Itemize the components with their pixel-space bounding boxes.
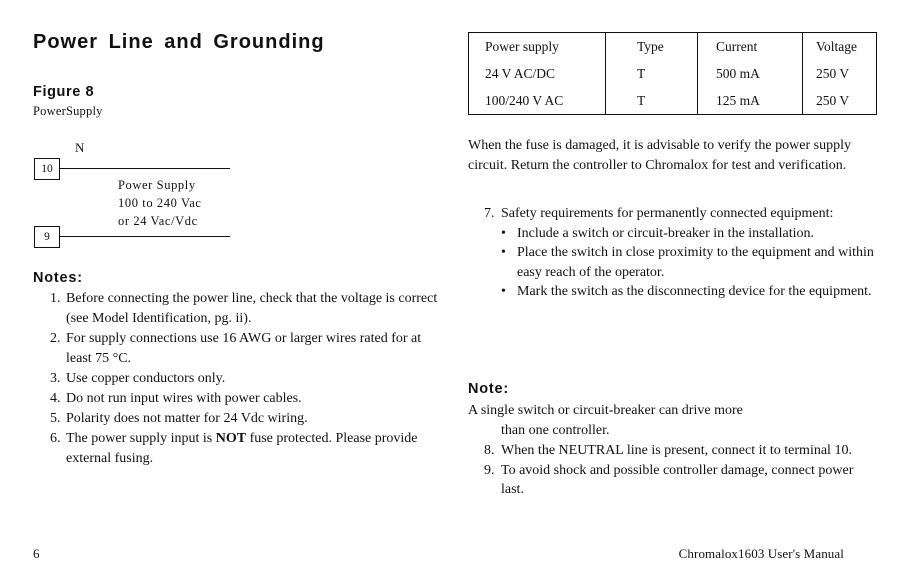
table-cell: 250 V bbox=[816, 65, 850, 81]
note-number: 5. bbox=[50, 411, 61, 426]
item-text: When the NEUTRAL line is present, connect it to terminal 10. bbox=[501, 443, 852, 458]
note-line-2: than one controller. bbox=[501, 422, 610, 438]
table-cell: 500 mA bbox=[698, 60, 803, 87]
item-text: Safety requirements for permanently connected equipment: bbox=[501, 206, 834, 221]
power-supply-label bbox=[118, 176, 202, 230]
note-item bbox=[50, 389, 440, 409]
supply-line-3: or 24 Vac/Vdc bbox=[118, 214, 198, 228]
note-line-1: A single switch or circuit-breaker can drive more bbox=[468, 403, 743, 418]
note-text: For supply connections use 16 AWG or larger wires rated for at least 75 °C. bbox=[66, 331, 422, 366]
note-number: 1. bbox=[50, 291, 61, 306]
table-header-cell: Power supply bbox=[469, 33, 606, 61]
note-text: Use copper conductors only. bbox=[66, 371, 226, 386]
note-item bbox=[50, 329, 440, 369]
notes-list bbox=[50, 289, 440, 469]
note-body bbox=[468, 401, 873, 440]
note-item bbox=[50, 369, 440, 389]
note-item bbox=[50, 289, 440, 329]
table-cell: 24 V AC/DC bbox=[469, 60, 606, 87]
table-header-cell: Type bbox=[606, 33, 698, 61]
table-header-row bbox=[469, 33, 877, 61]
page-title: Power Line and Grounding bbox=[33, 31, 325, 53]
item-number: 9. bbox=[484, 462, 495, 478]
note-number: 4. bbox=[50, 391, 61, 406]
bullet-text: Place the switch in close proximity to the equipment and within easy reach of the operator. bbox=[517, 245, 874, 280]
safety-item bbox=[484, 204, 874, 302]
item-number: 8. bbox=[484, 443, 495, 458]
terminal-9-box: 9 bbox=[34, 226, 60, 248]
bullet-text: Mark the switch as the disconnecting device for the equipment. bbox=[517, 284, 872, 299]
note-text bbox=[66, 429, 440, 469]
table-cell: T bbox=[606, 87, 698, 115]
item-number: 7. bbox=[484, 206, 495, 221]
note-heading: Note: bbox=[468, 381, 510, 397]
bullet-icon: • bbox=[501, 225, 506, 241]
table-row bbox=[469, 60, 877, 87]
note-number: 3. bbox=[50, 371, 61, 386]
list-item bbox=[484, 204, 874, 224]
supply-line-1: Power Supply bbox=[118, 178, 196, 192]
table-cell: T bbox=[606, 60, 698, 87]
note-text: Do not run input wires with power cables. bbox=[66, 391, 302, 406]
neutral-label: N bbox=[75, 140, 85, 155]
note-item bbox=[50, 429, 440, 469]
table-header-cell: Current bbox=[698, 33, 803, 61]
notes-heading: Notes: bbox=[33, 270, 83, 286]
bullet-text: Include a switch or circuit-breaker in the installation. bbox=[517, 225, 815, 241]
table-cell: 250 V bbox=[816, 92, 850, 108]
note-text-emphasis: NOT bbox=[215, 431, 247, 446]
manual-name: Chromalox1603 User's Manual bbox=[678, 546, 844, 561]
supply-line-2: 100 to 240 Vac bbox=[118, 196, 202, 210]
note-number: 2. bbox=[50, 331, 61, 346]
table-header-cell: Voltage bbox=[816, 38, 857, 54]
bullet-icon: • bbox=[501, 284, 506, 299]
note-text-start: The power supply input is bbox=[66, 431, 216, 446]
figure-caption: PowerSupply bbox=[33, 104, 103, 118]
terminal-10-box: 10 bbox=[34, 158, 60, 180]
note-text-end: fuse protected. Please provide external fusing. bbox=[66, 431, 418, 466]
fuse-paragraph: When the fuse is damaged, it is advisable to verify the power supply circuit. Return the controller to Chromalox for test and verification. bbox=[468, 138, 851, 173]
note-number: 6. bbox=[50, 431, 61, 446]
bullet-item bbox=[501, 224, 874, 244]
fuse-table bbox=[468, 32, 877, 115]
bottom-wire-line bbox=[60, 236, 230, 237]
table-cell: 125 mA bbox=[698, 87, 803, 115]
table-cell: 100/240 V AC bbox=[469, 87, 606, 115]
page-number: 6 bbox=[33, 546, 40, 561]
bullet-list bbox=[501, 224, 874, 302]
note-text: Polarity does not matter for 24 Vdc wiring. bbox=[66, 411, 308, 426]
list-item bbox=[484, 441, 874, 461]
list-item bbox=[484, 461, 874, 500]
figure-label: Figure 8 bbox=[33, 84, 95, 100]
item-text: To avoid shock and possible controller damage, connect power last. bbox=[501, 462, 854, 497]
bullet-item bbox=[501, 243, 874, 282]
bullet-icon: • bbox=[501, 245, 506, 260]
closing-items bbox=[484, 441, 874, 500]
bullet-item bbox=[501, 282, 874, 302]
note-item bbox=[50, 409, 440, 429]
top-wire-line bbox=[60, 168, 230, 169]
table-row bbox=[469, 87, 877, 115]
note-text: Before connecting the power line, check that the voltage is correct (see Model Identification, pg. ii). bbox=[66, 291, 438, 326]
